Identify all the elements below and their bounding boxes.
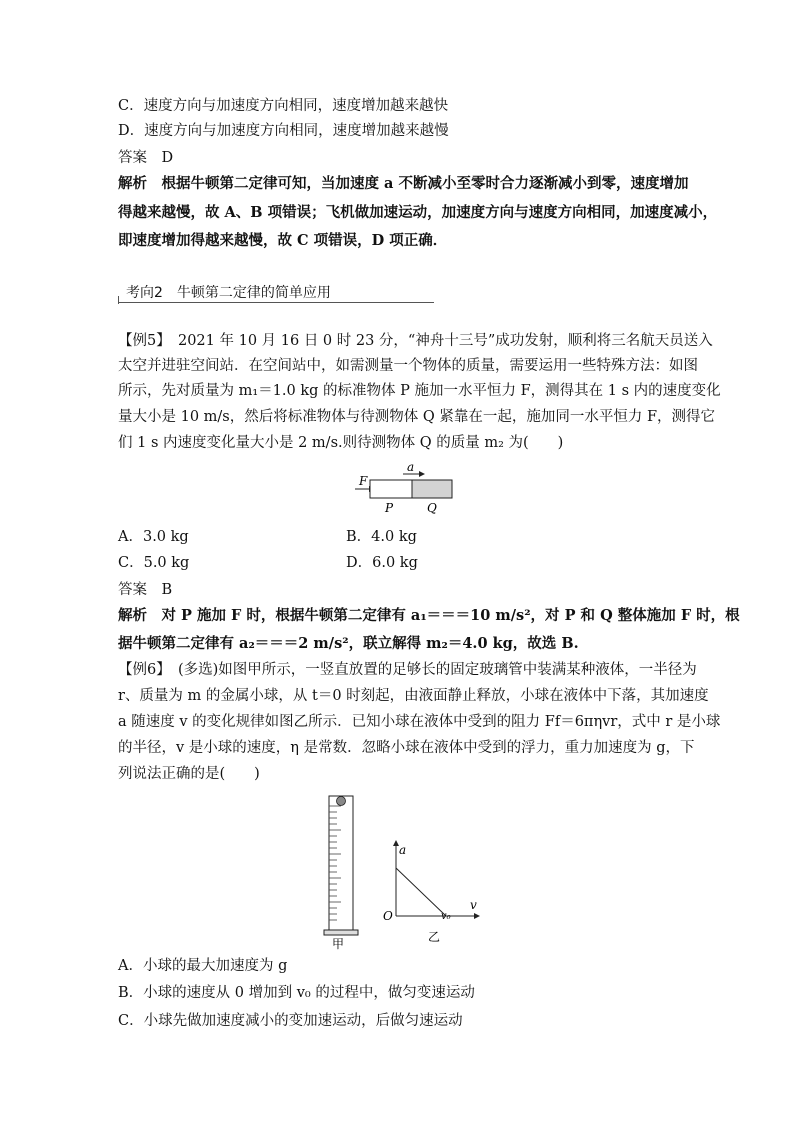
- figure-yi-label: 乙: [428, 930, 441, 944]
- prev-option-d: D．速度方向与加速度方向相同，速度增加越来越慢: [118, 123, 449, 139]
- example-6-line-1: 【例6】 (多选)如图甲所示，一竖直放置的足够长的固定玻璃管中装满某种液体，一半径为: [118, 662, 697, 678]
- graph-v0-label: v₀: [441, 911, 451, 922]
- example-5-line-1: 【例5】 2021 年 10 月 16 日 0 时 23 分，“神舟十三号”成功发射，顺利将三名航天员送入: [118, 333, 713, 349]
- force-label: F: [359, 474, 368, 488]
- block-q: [412, 480, 452, 498]
- ex6-option-b: B．小球的速度从 0 增加到 v₀ 的过程中，做匀变速运动: [118, 985, 475, 1001]
- figure-glass-tube: [322, 792, 362, 952]
- section-heading-text: 考向2 牛顿第二定律的简单应用: [126, 285, 331, 301]
- option-c: C．5.0 kg: [118, 555, 190, 571]
- block-p: [370, 480, 412, 498]
- example-5-line-4: 量大小是 10 m/s，然后将标准物体与待测物体 Q 紧靠在一起，施加同一水平恒力 F，测得它: [118, 409, 716, 425]
- example-5-line-2: 太空并进驻空间站．在空间站中，如需测量一个物体的质量，需要运用一些特殊方法：如图: [118, 358, 698, 374]
- example-5-line-5: 们 1 s 内速度变化量大小是 2 m/s.则待测物体 Q 的质量 m₂ 为( ): [118, 435, 564, 451]
- ex6-option-a: A．小球的最大加速度为 g: [118, 958, 288, 974]
- explanation-2-line-1: 解析 对 P 施加 F 时，根据牛顿第二定律有 a₁＝＝＝10 m/s²，对 P 和 Q 整体施加 F 时，根: [118, 607, 740, 624]
- figure-a-v-graph: [378, 838, 482, 948]
- prev-option-c: C．速度方向与加速度方向相同，速度增加越来越快: [118, 98, 449, 114]
- answer-1: 答案 D: [118, 150, 174, 166]
- example-6-line-2: r、质量为 m 的金属小球，从 t＝0 时刻起，由液面静止释放，小球在液体中下落，其加速度: [118, 688, 709, 704]
- metal-ball: [337, 797, 346, 806]
- ex6-option-c: C．小球先做加速度减小的变加速运动，后做匀速运动: [118, 1013, 463, 1029]
- figure-jia-label: 甲: [332, 937, 345, 951]
- figure-blocks-p-q: [345, 460, 460, 516]
- explanation-1-line-1: 解析 根据牛顿第二定律可知，当加速度 a 不断减小至零时合力逐渐减小到零，速度增加: [118, 175, 689, 192]
- graph-origin-label: O: [383, 909, 393, 923]
- block-q-label: Q: [427, 501, 437, 515]
- option-a: A．3.0 kg: [118, 529, 189, 545]
- option-d: D．6.0 kg: [346, 555, 418, 571]
- graph-axis-a-label: a: [399, 843, 407, 857]
- explanation-1-line-3: 即速度增加得越来越慢，故 C 项错误，D 项正确．: [118, 232, 448, 249]
- tube-base: [324, 930, 358, 935]
- section-heading: [118, 282, 434, 303]
- example-5-line-3: 所示，先对质量为 m₁＝1.0 kg 的标准物体 P 施加一水平恒力 F，测得其在 1 s 内的速度变化: [118, 383, 721, 399]
- graph-axis-v-label: v: [470, 898, 477, 912]
- block-p-label: P: [385, 501, 394, 515]
- explanation-1-line-2: 得越来越慢，故 A、B 项错误；飞机做加速运动，加速度方向与速度方向相同，加速度减小，: [118, 204, 718, 221]
- example-6-line-5: 列说法正确的是( ): [118, 766, 260, 782]
- section-heading-tick: [118, 296, 119, 304]
- answer-2: 答案 B: [118, 582, 173, 598]
- explanation-2-line-2: 据牛顿第二定律有 a₂＝＝＝2 m/s²，联立解得 m₂＝4.0 kg，故选 B.: [118, 635, 579, 652]
- example-6-line-3: a 随速度 v 的变化规律如图乙所示．已知小球在液体中受到的阻力 Ff＝6πηvr，式中 r 是小球: [118, 714, 721, 730]
- example-6-line-4: 的半径，v 是小球的速度，η 是常数．忽略小球在液体中受到的浮力，重力加速度为 g，下: [118, 740, 695, 756]
- accel-label: a: [407, 460, 415, 474]
- option-b: B．4.0 kg: [346, 529, 417, 545]
- graph-line: [396, 868, 446, 916]
